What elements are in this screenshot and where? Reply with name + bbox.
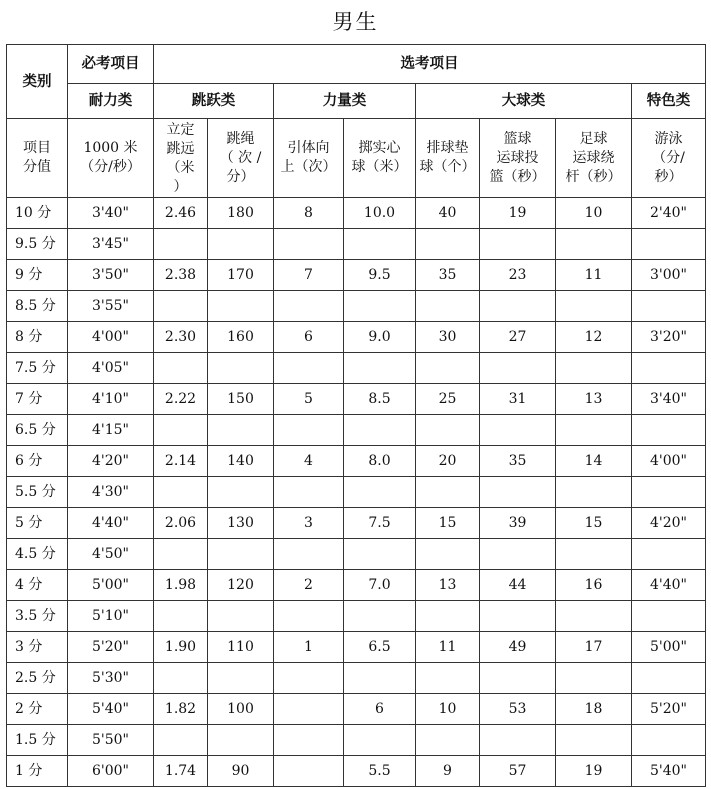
cell-pull-up: 3: [274, 508, 344, 539]
cell-run-1000m: 6'00": [68, 756, 154, 787]
cell-score: 6.5 分: [7, 415, 68, 446]
cell-basketball: [480, 477, 556, 508]
cell-volleyball: [416, 477, 480, 508]
cell-medicine-ball: 7.5: [344, 508, 416, 539]
score-table: [6, 44, 706, 787]
item-text: 跳远: [166, 141, 195, 157]
cell-score: 8 分: [7, 322, 68, 353]
cell-swimming: [632, 601, 706, 632]
cell-pull-up: [274, 601, 344, 632]
cell-standing-jump: [154, 663, 208, 694]
cell-football: [556, 725, 632, 756]
cell-medicine-ball: [344, 353, 416, 384]
table-row: [7, 260, 706, 291]
cell-basketball: 23: [480, 260, 556, 291]
cell-score: 1 分: [7, 756, 68, 787]
cell-volleyball: [416, 415, 480, 446]
score-label: 分值: [23, 159, 51, 175]
cell-volleyball: 9: [416, 756, 480, 787]
cell-swimming: 4'20": [632, 508, 706, 539]
cell-football: [556, 353, 632, 384]
item-text: 运球投: [496, 149, 539, 166]
cell-basketball: [480, 663, 556, 694]
cell-basketball: [480, 229, 556, 260]
cell-football: 18: [556, 694, 632, 725]
cell-run-1000m: 4'00": [68, 322, 154, 353]
cell-medicine-ball: 8.0: [344, 446, 416, 477]
cell-run-1000m: 3'50": [68, 260, 154, 291]
cell-score: 2 分: [7, 694, 68, 725]
table-row: [7, 353, 706, 384]
item-text: 跳绳: [226, 130, 255, 147]
cell-volleyball: [416, 291, 480, 322]
item-standing-jump: [154, 119, 208, 198]
cell-medicine-ball: [344, 291, 416, 322]
item-rope-skipping: [208, 119, 274, 198]
cell-medicine-ball: 5.5: [344, 756, 416, 787]
cell-score: 5.5 分: [7, 477, 68, 508]
cell-pull-up: [274, 694, 344, 725]
cell-standing-jump: 2.06: [154, 508, 208, 539]
cell-swimming: [632, 477, 706, 508]
cell-football: 13: [556, 384, 632, 415]
cell-run-1000m: 5'10": [68, 601, 154, 632]
item-text: 球（米）: [351, 159, 408, 175]
cell-score: 7.5 分: [7, 353, 68, 384]
cell-run-1000m: 4'40": [68, 508, 154, 539]
cell-basketball: 57: [480, 756, 556, 787]
cell-basketball: [480, 725, 556, 756]
item-pull-up: [274, 119, 344, 198]
cell-medicine-ball: 6.5: [344, 632, 416, 663]
cell-score: 3.5 分: [7, 601, 68, 632]
cell-basketball: [480, 415, 556, 446]
cell-medicine-ball: [344, 229, 416, 260]
cell-swimming: 2'40": [632, 198, 706, 229]
item-text: 秒）: [654, 168, 683, 185]
item-text: 杆（秒）: [565, 168, 622, 185]
item-text: 立定: [166, 122, 195, 138]
cell-medicine-ball: [344, 415, 416, 446]
cell-volleyball: 25: [416, 384, 480, 415]
cell-rope-skipping: [208, 725, 274, 756]
cell-score: 7 分: [7, 384, 68, 415]
table-row: [7, 756, 706, 787]
cell-swimming: 5'40": [632, 756, 706, 787]
cell-basketball: 39: [480, 508, 556, 539]
item-text: 1000 米: [83, 140, 138, 156]
cell-rope-skipping: 180: [208, 198, 274, 229]
cell-swimming: 3'00": [632, 260, 706, 291]
cell-swimming: [632, 539, 706, 570]
cell-score: 9.5 分: [7, 229, 68, 260]
cell-rope-skipping: 100: [208, 694, 274, 725]
cell-run-1000m: 3'55": [68, 291, 154, 322]
cell-football: 16: [556, 570, 632, 601]
cell-volleyball: 10: [416, 694, 480, 725]
cell-swimming: 3'20": [632, 322, 706, 353]
cell-pull-up: 7: [274, 260, 344, 291]
cell-medicine-ball: 7.0: [344, 570, 416, 601]
cell-run-1000m: 5'40": [68, 694, 154, 725]
table-row: [7, 601, 706, 632]
table-row: [7, 725, 706, 756]
cell-score: 1.5 分: [7, 725, 68, 756]
cell-run-1000m: 4'30": [68, 477, 154, 508]
cell-pull-up: 6: [274, 322, 344, 353]
item-text: （分/: [652, 149, 685, 166]
category-header: 类别: [7, 45, 68, 119]
table-row: [7, 663, 706, 694]
cell-standing-jump: 2.46: [154, 198, 208, 229]
cell-score: 10 分: [7, 198, 68, 229]
cell-pull-up: [274, 415, 344, 446]
cell-rope-skipping: 150: [208, 384, 274, 415]
cell-standing-jump: [154, 725, 208, 756]
cell-medicine-ball: [344, 477, 416, 508]
cell-volleyball: [416, 725, 480, 756]
cell-run-1000m: 3'40": [68, 198, 154, 229]
cell-basketball: 44: [480, 570, 556, 601]
table-row: [7, 632, 706, 663]
cell-rope-skipping: [208, 539, 274, 570]
cell-rope-skipping: [208, 663, 274, 694]
cell-run-1000m: 3'45": [68, 229, 154, 260]
cell-pull-up: [274, 477, 344, 508]
item-swimming: [632, 119, 706, 198]
cell-medicine-ball: 8.5: [344, 384, 416, 415]
cell-basketball: 53: [480, 694, 556, 725]
page-title: 男生: [332, 10, 379, 34]
cell-pull-up: [274, 353, 344, 384]
cell-rope-skipping: 110: [208, 632, 274, 663]
item-text: 排球垫: [426, 140, 469, 156]
table-row: [7, 291, 706, 322]
cell-pull-up: 5: [274, 384, 344, 415]
cell-medicine-ball: [344, 725, 416, 756]
item-text: 分）: [226, 168, 255, 185]
cell-standing-jump: [154, 415, 208, 446]
item-volleyball: [416, 119, 480, 198]
cell-swimming: [632, 291, 706, 322]
cell-swimming: 4'40": [632, 570, 706, 601]
item-text: 引体向: [287, 140, 330, 156]
cell-swimming: 5'20": [632, 694, 706, 725]
table-row: [7, 415, 706, 446]
cell-pull-up: [274, 291, 344, 322]
table-row: [7, 322, 706, 353]
cell-rope-skipping: 170: [208, 260, 274, 291]
cell-standing-jump: 1.98: [154, 570, 208, 601]
item-football: [556, 119, 632, 198]
cell-volleyball: 40: [416, 198, 480, 229]
cell-rope-skipping: 140: [208, 446, 274, 477]
table-row: [7, 477, 706, 508]
cell-pull-up: [274, 756, 344, 787]
cell-score: 8.5 分: [7, 291, 68, 322]
cell-football: 19: [556, 756, 632, 787]
cell-rope-skipping: [208, 353, 274, 384]
cell-standing-jump: 2.38: [154, 260, 208, 291]
cell-score: 9 分: [7, 260, 68, 291]
item-label: 项目: [23, 140, 51, 156]
item-text: ）: [173, 179, 188, 195]
cell-medicine-ball: [344, 539, 416, 570]
cell-run-1000m: 4'15": [68, 415, 154, 446]
group-endurance: 耐力类: [68, 84, 154, 119]
group-special: 特色类: [632, 84, 706, 119]
cell-football: [556, 415, 632, 446]
cell-medicine-ball: [344, 601, 416, 632]
cell-pull-up: [274, 539, 344, 570]
cell-volleyball: 11: [416, 632, 480, 663]
cell-pull-up: [274, 229, 344, 260]
cell-basketball: [480, 291, 556, 322]
cell-volleyball: [416, 353, 480, 384]
cell-football: 14: [556, 446, 632, 477]
cell-volleyball: 30: [416, 322, 480, 353]
cell-standing-jump: 2.14: [154, 446, 208, 477]
cell-basketball: [480, 601, 556, 632]
item-text: 上（次）: [280, 159, 337, 175]
cell-run-1000m: 5'30": [68, 663, 154, 694]
cell-score: 4 分: [7, 570, 68, 601]
cell-swimming: 5'00": [632, 632, 706, 663]
cell-run-1000m: 4'10": [68, 384, 154, 415]
cell-score: 5 分: [7, 508, 68, 539]
cell-football: [556, 291, 632, 322]
cell-run-1000m: 5'50": [68, 725, 154, 756]
cell-pull-up: 2: [274, 570, 344, 601]
cell-pull-up: [274, 663, 344, 694]
table-row: [7, 570, 706, 601]
cell-basketball: [480, 353, 556, 384]
required-header: 必考项目: [68, 45, 154, 84]
cell-standing-jump: 2.22: [154, 384, 208, 415]
cell-basketball: [480, 539, 556, 570]
item-text: 球（个）: [419, 159, 476, 175]
cell-score: 2.5 分: [7, 663, 68, 694]
cell-medicine-ball: 6: [344, 694, 416, 725]
cell-volleyball: 15: [416, 508, 480, 539]
table-row: [7, 539, 706, 570]
elective-header: 选考项目: [154, 45, 706, 84]
cell-rope-skipping: [208, 415, 274, 446]
cell-score: 6 分: [7, 446, 68, 477]
cell-rope-skipping: [208, 229, 274, 260]
cell-rope-skipping: 120: [208, 570, 274, 601]
cell-football: [556, 539, 632, 570]
cell-rope-skipping: 130: [208, 508, 274, 539]
cell-standing-jump: [154, 291, 208, 322]
cell-standing-jump: [154, 539, 208, 570]
item-text: （米: [166, 160, 195, 176]
cell-football: 17: [556, 632, 632, 663]
item-text: 掷实心: [358, 140, 401, 156]
cell-rope-skipping: [208, 291, 274, 322]
cell-volleyball: [416, 539, 480, 570]
cell-standing-jump: [154, 229, 208, 260]
cell-run-1000m: 5'00": [68, 570, 154, 601]
group-jump: 跳跃类: [154, 84, 274, 119]
item-text: 运球绕: [572, 149, 615, 166]
cell-swimming: [632, 229, 706, 260]
cell-football: 12: [556, 322, 632, 353]
cell-swimming: 3'40": [632, 384, 706, 415]
cell-rope-skipping: [208, 477, 274, 508]
item-text: 游泳: [654, 130, 683, 147]
item-medicine-ball: [344, 119, 416, 198]
cell-football: 10: [556, 198, 632, 229]
table-row: [7, 198, 706, 229]
cell-medicine-ball: 9.5: [344, 260, 416, 291]
item-text: （ 次 /: [219, 149, 262, 166]
item-text: 篮（秒）: [489, 168, 546, 185]
cell-score: 3 分: [7, 632, 68, 663]
cell-rope-skipping: [208, 601, 274, 632]
cell-standing-jump: [154, 353, 208, 384]
item-text: 篮球: [503, 130, 532, 147]
cell-rope-skipping: 160: [208, 322, 274, 353]
table-row: [7, 694, 706, 725]
cell-pull-up: [274, 725, 344, 756]
item-1000m: [68, 119, 154, 198]
cell-basketball: 19: [480, 198, 556, 229]
cell-volleyball: 13: [416, 570, 480, 601]
cell-standing-jump: 1.90: [154, 632, 208, 663]
cell-football: 11: [556, 260, 632, 291]
cell-score: 4.5 分: [7, 539, 68, 570]
cell-standing-jump: 1.74: [154, 756, 208, 787]
table-row: [7, 229, 706, 260]
cell-pull-up: 4: [274, 446, 344, 477]
item-text: 足球: [579, 130, 608, 147]
table-row: [7, 446, 706, 477]
cell-basketball: 35: [480, 446, 556, 477]
cell-run-1000m: 4'05": [68, 353, 154, 384]
cell-run-1000m: 4'50": [68, 539, 154, 570]
cell-medicine-ball: [344, 663, 416, 694]
cell-volleyball: 20: [416, 446, 480, 477]
cell-football: [556, 477, 632, 508]
cell-standing-jump: 1.82: [154, 694, 208, 725]
cell-pull-up: 8: [274, 198, 344, 229]
cell-volleyball: [416, 229, 480, 260]
cell-swimming: [632, 725, 706, 756]
cell-medicine-ball: 10.0: [344, 198, 416, 229]
cell-standing-jump: [154, 601, 208, 632]
cell-standing-jump: 2.30: [154, 322, 208, 353]
cell-medicine-ball: 9.0: [344, 322, 416, 353]
cell-football: [556, 229, 632, 260]
cell-football: [556, 663, 632, 694]
cell-run-1000m: 5'20": [68, 632, 154, 663]
cell-run-1000m: 4'20": [68, 446, 154, 477]
item-score-header: [7, 119, 68, 198]
cell-swimming: [632, 663, 706, 694]
cell-volleyball: [416, 663, 480, 694]
item-basketball: [480, 119, 556, 198]
table-row: [7, 384, 706, 415]
cell-pull-up: 1: [274, 632, 344, 663]
cell-basketball: 49: [480, 632, 556, 663]
cell-swimming: [632, 415, 706, 446]
cell-football: 15: [556, 508, 632, 539]
table-row: [7, 508, 706, 539]
cell-basketball: 31: [480, 384, 556, 415]
cell-swimming: 4'00": [632, 446, 706, 477]
cell-basketball: 27: [480, 322, 556, 353]
cell-football: [556, 601, 632, 632]
cell-standing-jump: [154, 477, 208, 508]
cell-rope-skipping: 90: [208, 756, 274, 787]
cell-swimming: [632, 353, 706, 384]
group-strength: 力量类: [274, 84, 416, 119]
group-ball: 大球类: [416, 84, 632, 119]
item-text: （分/秒）: [80, 159, 141, 175]
cell-volleyball: [416, 601, 480, 632]
table-body: [7, 198, 706, 787]
cell-volleyball: 35: [416, 260, 480, 291]
